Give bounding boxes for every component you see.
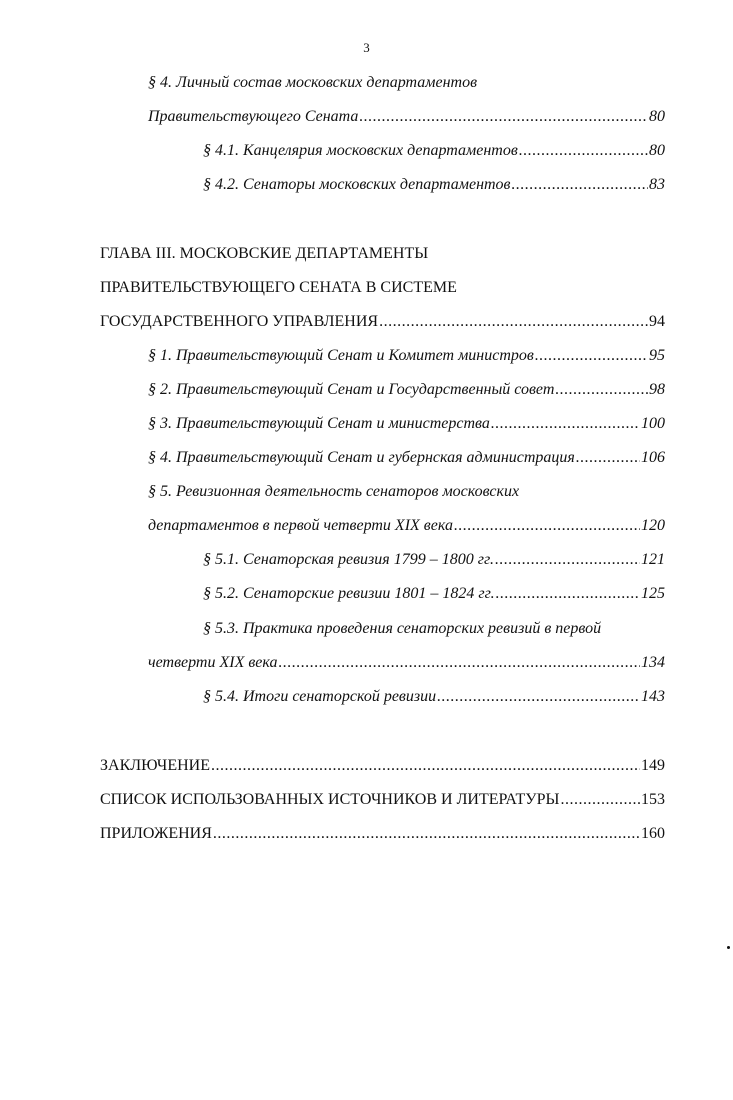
toc-s4-title-line2: Правительствующего Сената	[148, 108, 359, 125]
toc-row-conclusion	[100, 756, 665, 776]
leader-dots	[576, 448, 640, 468]
leader-dots	[555, 380, 648, 400]
leader-dots	[495, 550, 640, 570]
toc-appendix-page: 160	[641, 825, 665, 842]
toc-conclusion-page: 149	[641, 757, 665, 774]
toc-s42-title: § 4.2. Сенаторы московских департаментов	[203, 176, 511, 193]
toc-c3s52-page: 125	[641, 585, 665, 602]
toc-c3s54-title: § 5.4. Итоги сенаторской ревизии	[203, 688, 437, 705]
leader-dots	[359, 107, 648, 127]
toc-c3s5-line1: § 5. Ревизионная деятельность сенаторов московских	[148, 483, 520, 500]
leader-dots	[379, 312, 648, 332]
scan-speck	[727, 946, 730, 949]
toc-c3s4-title: § 4. Правительствующий Сенат и губернская администрация	[148, 449, 575, 466]
toc-c3s3-title: § 3. Правительствующий Сенат и министерства	[148, 415, 490, 432]
toc-s4-page: 80	[649, 108, 665, 125]
leader-dots	[491, 414, 640, 434]
leader-dots	[496, 584, 640, 604]
toc-row-c3s54	[203, 687, 665, 707]
toc-c3s51-page: 121	[641, 551, 665, 568]
toc-row-c3s1	[148, 346, 665, 366]
toc-row-ch3	[100, 312, 665, 332]
leader-dots	[211, 756, 640, 776]
toc-row-c3s51	[203, 550, 665, 570]
toc-row-appendix	[100, 824, 665, 844]
page-number: 3	[363, 40, 370, 55]
toc-ch3-line1: ГЛАВА III. МОСКОВСКИЕ ДЕПАРТАМЕНТЫ	[100, 245, 429, 262]
toc-s42-page: 83	[649, 176, 665, 193]
leader-dots	[454, 516, 640, 536]
toc-c3s5-page: 120	[641, 517, 665, 534]
toc-row-c3s53	[148, 653, 665, 673]
toc-row-c3s2	[148, 380, 665, 400]
leader-dots	[560, 790, 640, 810]
toc-row-s4	[148, 107, 665, 127]
toc-ch3-line3: ГОСУДАРСТВЕННОГО УПРАВЛЕНИЯ	[100, 313, 379, 330]
toc-c3s2-page: 98	[649, 381, 665, 398]
toc-row-c3s3	[148, 414, 665, 434]
toc-c3s52-title: § 5.2. Сенаторские ревизии 1801 – 1824 гг.	[203, 585, 495, 602]
toc-s4-title-line1: § 4. Личный состав московских департаментов	[148, 74, 478, 91]
toc-c3s1-title: § 1. Правительствующий Сенат и Комитет министров	[148, 347, 534, 364]
toc-ch3-line2: ПРАВИТЕЛЬСТВУЮЩЕГО СЕНАТА В СИСТЕМЕ	[100, 279, 457, 296]
toc-row-c3s52	[203, 584, 665, 604]
toc-ch3-page: 94	[649, 313, 665, 330]
toc-row-s41	[203, 141, 665, 161]
toc-row-c3s4	[148, 448, 665, 468]
toc-row-sources	[100, 790, 665, 810]
leader-dots	[278, 653, 640, 673]
toc-row-c3s5	[148, 516, 665, 536]
toc-c3s3-page: 100	[641, 415, 665, 432]
toc-conclusion-title: ЗАКЛЮЧЕНИЕ	[100, 757, 210, 774]
toc-s41-page: 80	[649, 142, 665, 159]
toc-s41-title: § 4.1. Канцелярия московских департаментов	[203, 142, 518, 159]
toc-sources-title: СПИСОК ИСПОЛЬЗОВАННЫХ ИСТОЧНИКОВ И ЛИТЕРАТУРЫ	[100, 791, 560, 808]
leader-dots	[535, 346, 648, 366]
leader-dots	[437, 687, 640, 707]
toc-c3s54-page: 143	[641, 688, 665, 705]
toc-c3s2-title: § 2. Правительствующий Сенат и Государственный совет	[148, 381, 555, 398]
leader-dots	[512, 175, 649, 195]
toc-c3s53-page: 134	[641, 654, 665, 671]
toc-row-s42	[203, 175, 665, 195]
toc-c3s53-line1: § 5.3. Практика проведения сенаторских ревизий в первой	[203, 620, 602, 637]
toc-c3s4-page: 106	[641, 449, 665, 466]
toc-c3s53-line2: четверти XIX века	[148, 654, 278, 671]
leader-dots	[519, 141, 648, 161]
toc-c3s5-line2: департаментов в первой четверти XIX века	[148, 517, 453, 534]
leader-dots	[213, 824, 640, 844]
toc-c3s51-title: § 5.1. Сенаторская ревизия 1799 – 1800 гг.	[203, 551, 494, 568]
toc-appendix-title: ПРИЛОЖЕНИЯ	[100, 825, 212, 842]
toc-c3s1-page: 95	[649, 347, 665, 364]
toc-sources-page: 153	[641, 791, 665, 808]
